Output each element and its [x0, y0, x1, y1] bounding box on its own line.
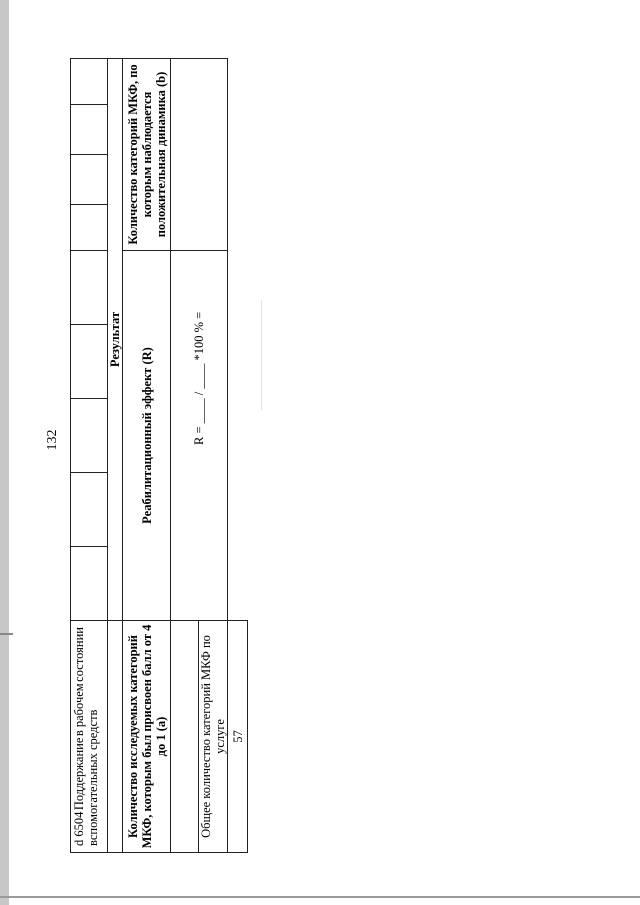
- score-cell: [71, 205, 108, 251]
- blank-cell: [108, 621, 123, 853]
- score-cell: [71, 473, 108, 547]
- count-investigated-header: Количество исследуемых категорий МКФ, которым был присвоен балл от 4 до 1 (a): [123, 621, 171, 853]
- item-word-2: в рабочем: [72, 683, 86, 737]
- score-cell: [71, 547, 108, 621]
- score-cell: [71, 399, 108, 473]
- total-categories-label: Общее количество категорий МКФ по услуге: [199, 621, 228, 853]
- blank-cell: [171, 621, 199, 853]
- item-line-2: вспомогательных средств: [86, 709, 100, 846]
- result-header: Результат: [108, 59, 123, 621]
- score-cell: [71, 59, 108, 105]
- rehab-effect-header: Реабилитационный эффект (R): [123, 251, 171, 621]
- item-word-3: состоянии: [72, 627, 86, 682]
- scan-mark: [0, 633, 13, 635]
- scan-artifact: [261, 300, 262, 410]
- score-cell: [71, 325, 108, 399]
- scan-bottom-line: [0, 896, 640, 898]
- score-cell: [71, 155, 108, 205]
- score-cell: [71, 105, 108, 155]
- scan-edge: [0, 0, 9, 905]
- rehab-formula: R = ____ / ____ *100 % =: [171, 251, 228, 621]
- item-word-1: Поддержание: [72, 737, 86, 811]
- total-categories-value: 57: [228, 621, 248, 853]
- blank-cell: [171, 59, 228, 251]
- item-code: d 6504: [72, 811, 86, 846]
- count-positive-header: Количество категорий МКФ, по которым наблюдается положительная динамика (b): [123, 59, 171, 251]
- document-table: [70, 59, 245, 853]
- score-cell: [71, 251, 108, 325]
- empty-area: [228, 59, 248, 621]
- item-d6504-cell: [71, 621, 108, 853]
- page-number: 132: [45, 429, 60, 451]
